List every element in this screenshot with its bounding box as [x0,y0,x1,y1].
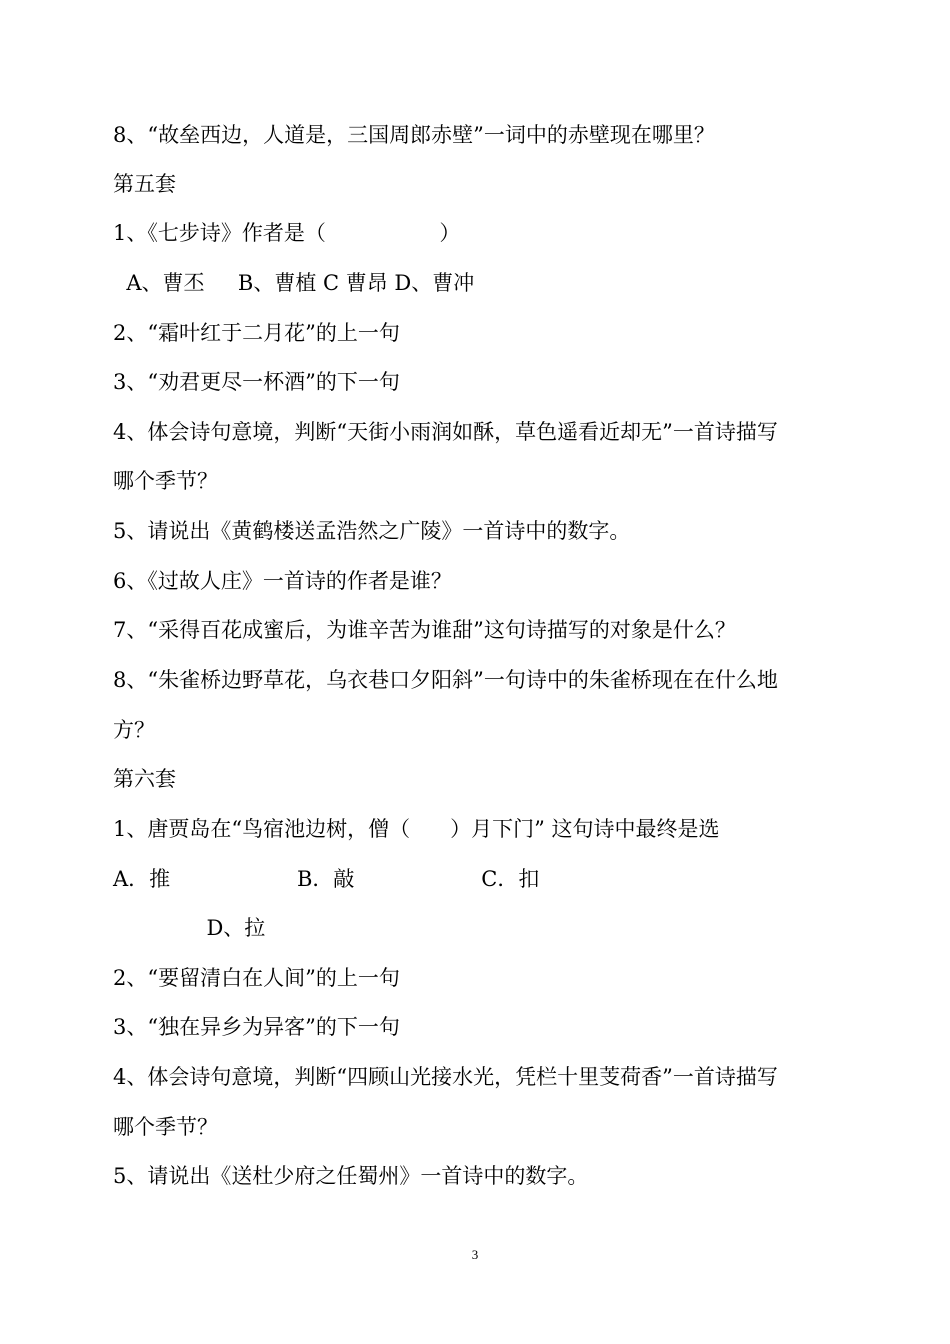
section-title: 第六套 [113,767,176,791]
question-line: 8、“故垒西边，人道是，三国周郎赤壁”一词中的赤壁现在哪里？ [113,123,715,147]
question-line: 7、“采得百花成蜜后，为谁辛苦为谁甜”这句诗描写的对象是什么？ [113,618,736,642]
answer-options: D、拉 [113,916,266,940]
question-line: 5、请说出《黄鹤楼送孟浩然之广陵》一首诗中的数字。 [113,519,631,543]
question-line: 8、“朱雀桥边野草花，乌衣巷口夕阳斜”一句诗中的朱雀桥现在在什么地 [113,668,778,692]
question-line: 4、体会诗句意境，判断“天街小雨润如酥，草色遥看近却无”一首诗描写 [113,420,778,444]
question-line: 6、《过故人庄》一首诗的作者是谁？ [113,569,452,593]
question-line: 3、“独在异乡为异客”的下一句 [113,1015,400,1039]
question-line: 5、请说出《送杜少府之任蜀州》一首诗中的数字。 [113,1164,589,1188]
question-line: 1、《七步诗》作者是（ ） [113,221,461,245]
question-line: 1、唐贾岛在“鸟宿池边树，僧（ ）月下门” 这句诗中最终是选 [113,817,720,841]
question-line: 3、“劝君更尽一杯酒”的下一句 [113,370,400,394]
question-line: 哪个季节？ [113,1115,218,1139]
answer-options: A、曹丕 B、曹植 C 曹昂 D、曹冲 [113,271,475,295]
page-number: 3 [471,1247,479,1262]
question-line: 哪个季节？ [113,469,218,493]
section-title: 第五套 [113,172,176,196]
question-line: 2、“霜叶红于二月花”的上一句 [113,321,400,345]
question-line: 4、体会诗句意境，判断“四顾山光接水光，凭栏十里芰荷香”一首诗描写 [113,1065,778,1089]
answer-options: A．推 B．敲 C．扣 [113,867,540,891]
question-line: 2、“要留清白在人间”的上一句 [113,966,400,990]
question-line: 方？ [113,718,155,742]
